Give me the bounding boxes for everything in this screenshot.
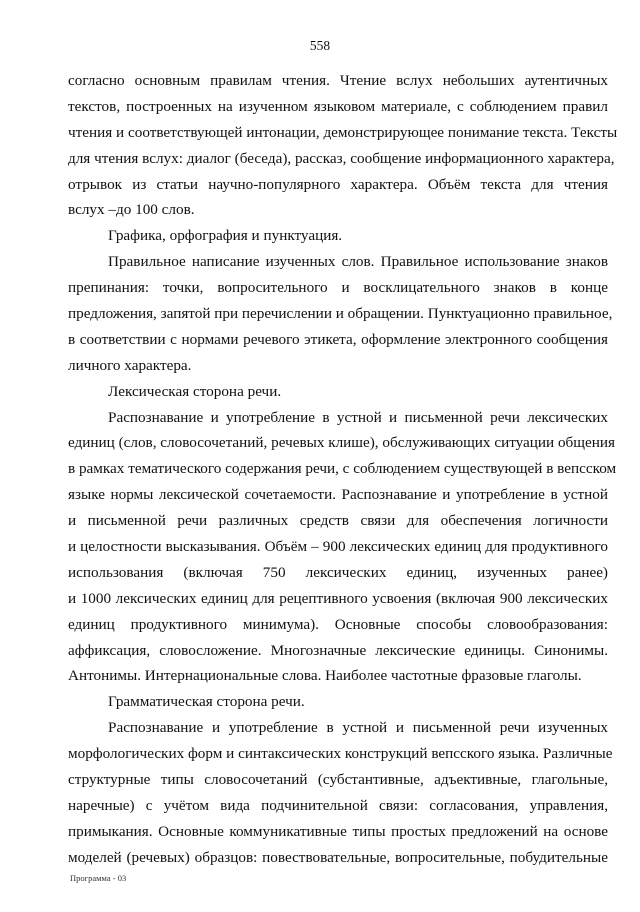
text-line: примыкания. Основные коммуникативные типы простых предложений на основе (68, 822, 608, 840)
text-line: наречные) с учётом вида подчинительной связи: согласования, управления, (68, 796, 608, 814)
page-body (68, 68, 618, 871)
section-heading: Лексическая сторона речи. (108, 382, 282, 400)
text-line: Распознавание и употребление в устной и письменной речи изученных (108, 719, 608, 737)
page-number: 558 (309, 38, 331, 53)
text-line: структурные типы словосочетаний (субстантивные, адъективные, глагольные, (68, 771, 608, 789)
text-line: единиц продуктивного минимума). Основные способы словообразования: (68, 615, 608, 633)
text-line: единиц (слов, словосочетаний, речевых клише), обслуживающих ситуации общения (68, 434, 615, 452)
text-line: чтения и соответствующей интонации, демонстрирующее понимание текста. Тексты (68, 123, 618, 141)
text-line: языке нормы лексической сочетаемости. Распознавание и употребление в устной (68, 486, 608, 504)
text-line: отрывок из статьи научно-популярного характера. Объём текста для чтения (68, 175, 608, 193)
text-line: Распознавание и употребление в устной и письменной речи лексических (108, 408, 608, 426)
text-line: аффиксация, словосложение. Многозначные лексические единицы. Синонимы. (68, 641, 608, 659)
section-heading: Грамматическая сторона речи. (108, 693, 305, 711)
page-footer: Программа - 03 (70, 873, 127, 883)
text-line: морфологических форм и синтаксических конструкций вепсского языка. Различные (68, 745, 613, 763)
text-line: вслух –до 100 слов. (68, 201, 195, 219)
text-line: использования (включая 750 лексических единиц, изученных ранее) (68, 563, 608, 581)
text-line: предложения, запятой при перечислении и обращении. Пунктуационно правильное, (68, 305, 613, 323)
text-line: Антонимы. Интернациональные слова. Наиболее частотные фразовые глаголы. (68, 667, 582, 685)
text-line: текстов, построенных на изученном языковом материале, с соблюдением правил (68, 97, 608, 115)
text-line: в соответствии с нормами речевого этикета, оформление электронного сообщения (68, 330, 608, 348)
text-line: Правильное написание изученных слов. Правильное использование знаков (108, 253, 608, 271)
text-line: личного характера. (68, 356, 192, 374)
text-line: в рамках тематического содержания речи, с соблюдением существующей в вепсском (68, 460, 617, 478)
text-line: моделей (речевых) образцов: повествовательные, вопросительные, побудительные (68, 848, 608, 866)
text-line: препинания: точки, вопросительного и восклицательного знаков в конце (68, 279, 608, 297)
text-line: и письменной речи различных средств связи для обеспечения логичности (68, 512, 608, 530)
text-line: для чтения вслух: диалог (беседа), рассказ, сообщение информационного характера, (68, 149, 615, 167)
section-heading: Графика, орфография и пунктуация. (108, 227, 343, 245)
text-line: и 1000 лексических единиц для рецептивного усвоения (включая 900 лексических (68, 589, 608, 607)
text-line: и целостности высказывания. Объём – 900 лексических единиц для продуктивного (68, 538, 608, 556)
text-line: согласно основным правилам чтения. Чтение вслух небольших аутентичных (68, 72, 608, 89)
